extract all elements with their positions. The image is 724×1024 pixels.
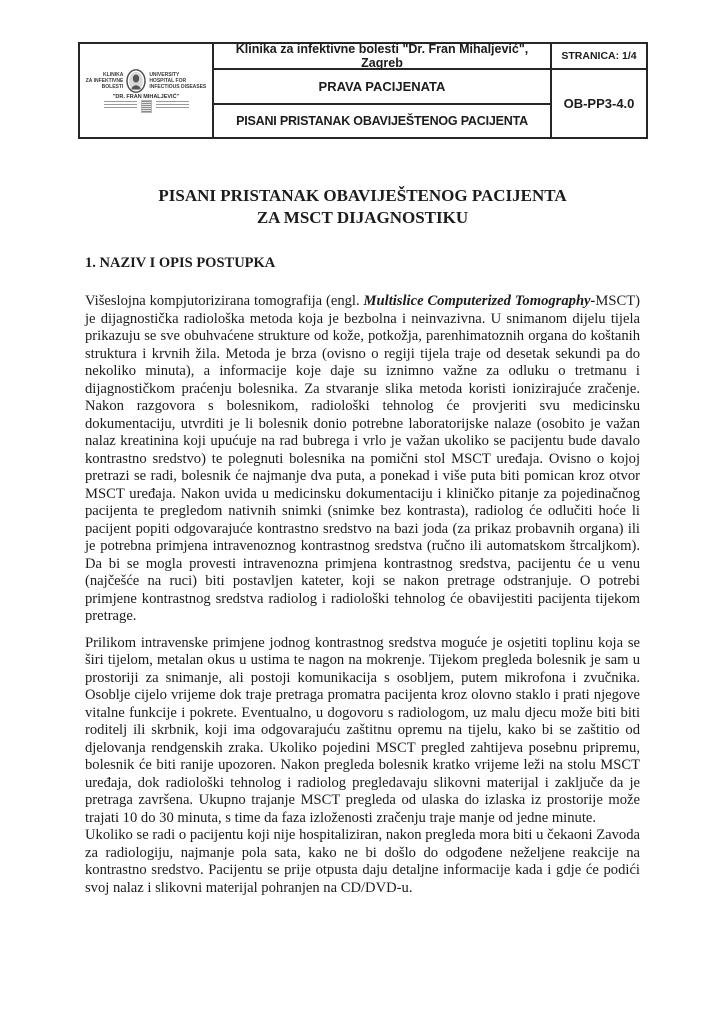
logo-line: HOSPITAL FOR <box>149 78 187 84</box>
paragraph <box>85 293 640 626</box>
paragraph <box>85 827 640 897</box>
logo-fineprint <box>104 101 189 112</box>
hospital-emblem-icon <box>126 69 146 93</box>
logo-line: UNIVERSITY <box>149 72 180 78</box>
body-paragraphs <box>85 293 640 897</box>
paragraph-run: Prilikom intravenske primjene jodnog kontrastnog sredstva moguće je osjetiti toplinu koja se širi tijelom, metalan okus u ustima te nagon na mokrenje. Tijekom pregleda bolesnik je sam u prostoriji za snimanje, ali postoji komunikacija s osobljem, putem mikrofona i zvučnika. Osoblje cijelo vrijeme dok traje pretraga promatra pacijenta kroz olovno staklo i prati njegove vitalne funkcije i pokrete. Eventualno, u dogovoru s radiologom, uz malu djecu može biti biti roditelj ili skrbnik, koji ima odgovarajuću zaštitnu opremu na tijelu, kako bi se zaštitio od djelovanja rendgenskih zraka. Ukoliko pojedini MSCT pregled zahtijeva posebnu pripremu, bolesnik će biti ranije upozoren. Nakon pregleda bolesnik kratko vrijeme leži na stolu MSCT uređaja, dok radiološki tehnolog i radiolog pregledavaju slikovni materijal i zaključe da je pretraga završena. Ukupno trajanje MSCT pregleda od ulaska do izlaska iz prostorije može trajati 10 do 30 minuta, s time da faza izloženosti zračenju traje manje od jedne minute. <box>85 634 640 826</box>
rights-title: PRAVA PACIJENATA <box>214 70 550 105</box>
logo-hospital-name: "DR. FRAN MIHALJEVIĆ" <box>112 94 180 100</box>
logo-address-left <box>104 101 137 108</box>
logo-text-croatian <box>86 72 124 90</box>
logo-line: BOLESTI <box>101 84 124 90</box>
logo-crest-icon <box>142 101 151 112</box>
document-title-line1: PISANI PRISTANAK OBAVIJEŠTENOG PACIJENTA <box>158 186 567 205</box>
institution-name: Klinika za infektivne bolesti "Dr. Fran Mihaljević", Zagreb <box>214 44 550 70</box>
logo-line: ZA INFEKTIVNE <box>85 78 124 84</box>
header-table <box>78 42 648 139</box>
paragraph-run: MSCT) je dijagnostička radiološka metoda koja je bezbolna i neinvazivna. U snimanom dijelu tijela prikazuju se sve obuhvaćene strukture od kože, potkožja, parenhimatoznih organa do koštanih struktura i krvnih žila. Metoda je brza (ovisno o regiji tijela traje od desetak sekundi pa do nekoliko minuta), a informacije koje daje su iznimno važne za odluku o tretmanu i dijagnostičkom praćenju bolesnika. Za stvaranje slika metoda koristi ionizirajuće zračenje. Nakon razgovora s bolesnikom, radiološki tehnolog će provjeriti svu medicinsku dokumentaciju, utvrditi je li bolesnik donio potrebne laboratorijske nalaze (osobito je važan nalaz kreatinina koji upućuje na rad bubrega i vrlo je važan ukoliko se pacijentu bude davalo kontrastno sredstvo) te polegnuti bolesnika na pomični stol MSCT uređaja. Ovisno o kojoj pretrazi se radi, bolesnik će najmanje dva puta, a ponekad i više puta biti pomican kroz otvor MSCT uređaja. Nakon uvida u medicinsku dokumentaciju i kliničko pitanje za pojedinačnog pacijenta te pregledom nativnih snimki (snimke bez kontrasta), radiolog će odlučiti hoće li pacijent popiti odgovarajuće kontrastno sredstvo na bazi joda (za prikaz probavnih organa) ili je potrebna primjena intravenoznog kontrastnog sredstva (ručno ili automatskom štrcaljkom). Da bi se mogla provesti intravenozna primjena kontrastnog sredstva, pacijentu će u venu (najčešće na ruci) biti postavljen kateter, koji se nakon pretrage odstranjuje. O potrebi primjene kontrastnog sredstva radiolog i radiološki tehnolog će obavijestiti pacijenta tijekom pretrage. <box>85 293 641 624</box>
document-title-line2: ZA MSCT DIJAGNOSTIKU <box>256 207 469 227</box>
form-title: PISANI PRISTANAK OBAVIJEŠTENOG PACIJENTA <box>236 114 528 128</box>
hospital-logo <box>80 44 214 137</box>
page-number-label: STRANICA: 1/4 <box>550 44 646 70</box>
document-content <box>85 185 640 897</box>
document-title <box>85 185 640 228</box>
logo-address-right <box>156 101 189 108</box>
logo-text-english <box>149 72 206 90</box>
document-code: OB-PP3-4.0 <box>550 70 646 137</box>
paragraph <box>85 635 640 828</box>
paragraph-run-italic: Multislice Computerized Tomography- <box>363 293 596 309</box>
logo-top-row <box>86 69 207 93</box>
logo-line: INFECTIOUS DISEASES <box>149 84 207 90</box>
section-heading: 1. NAZIV I OPIS POSTUPKA <box>85 255 276 271</box>
paragraph-run: Višeslojna kompjutorizirana tomografija (engl. <box>85 293 364 309</box>
logo-line: KLINIKA <box>103 72 124 78</box>
paragraph-run: Ukoliko se radi o pacijentu koji nije hospitaliziran, nakon pregleda mora biti u čekaoni Zavoda za radiologiju, najmanje pola sata, kako ne bi došlo do odgođene neželjene reakcije na kontrastno sredstvo. Pacijentu se prije otpusta daju detaljne informacije kada i gdje će podići svoj nalaz i slikovni materijal pohranjen na CD/DVD-u. <box>85 827 640 896</box>
